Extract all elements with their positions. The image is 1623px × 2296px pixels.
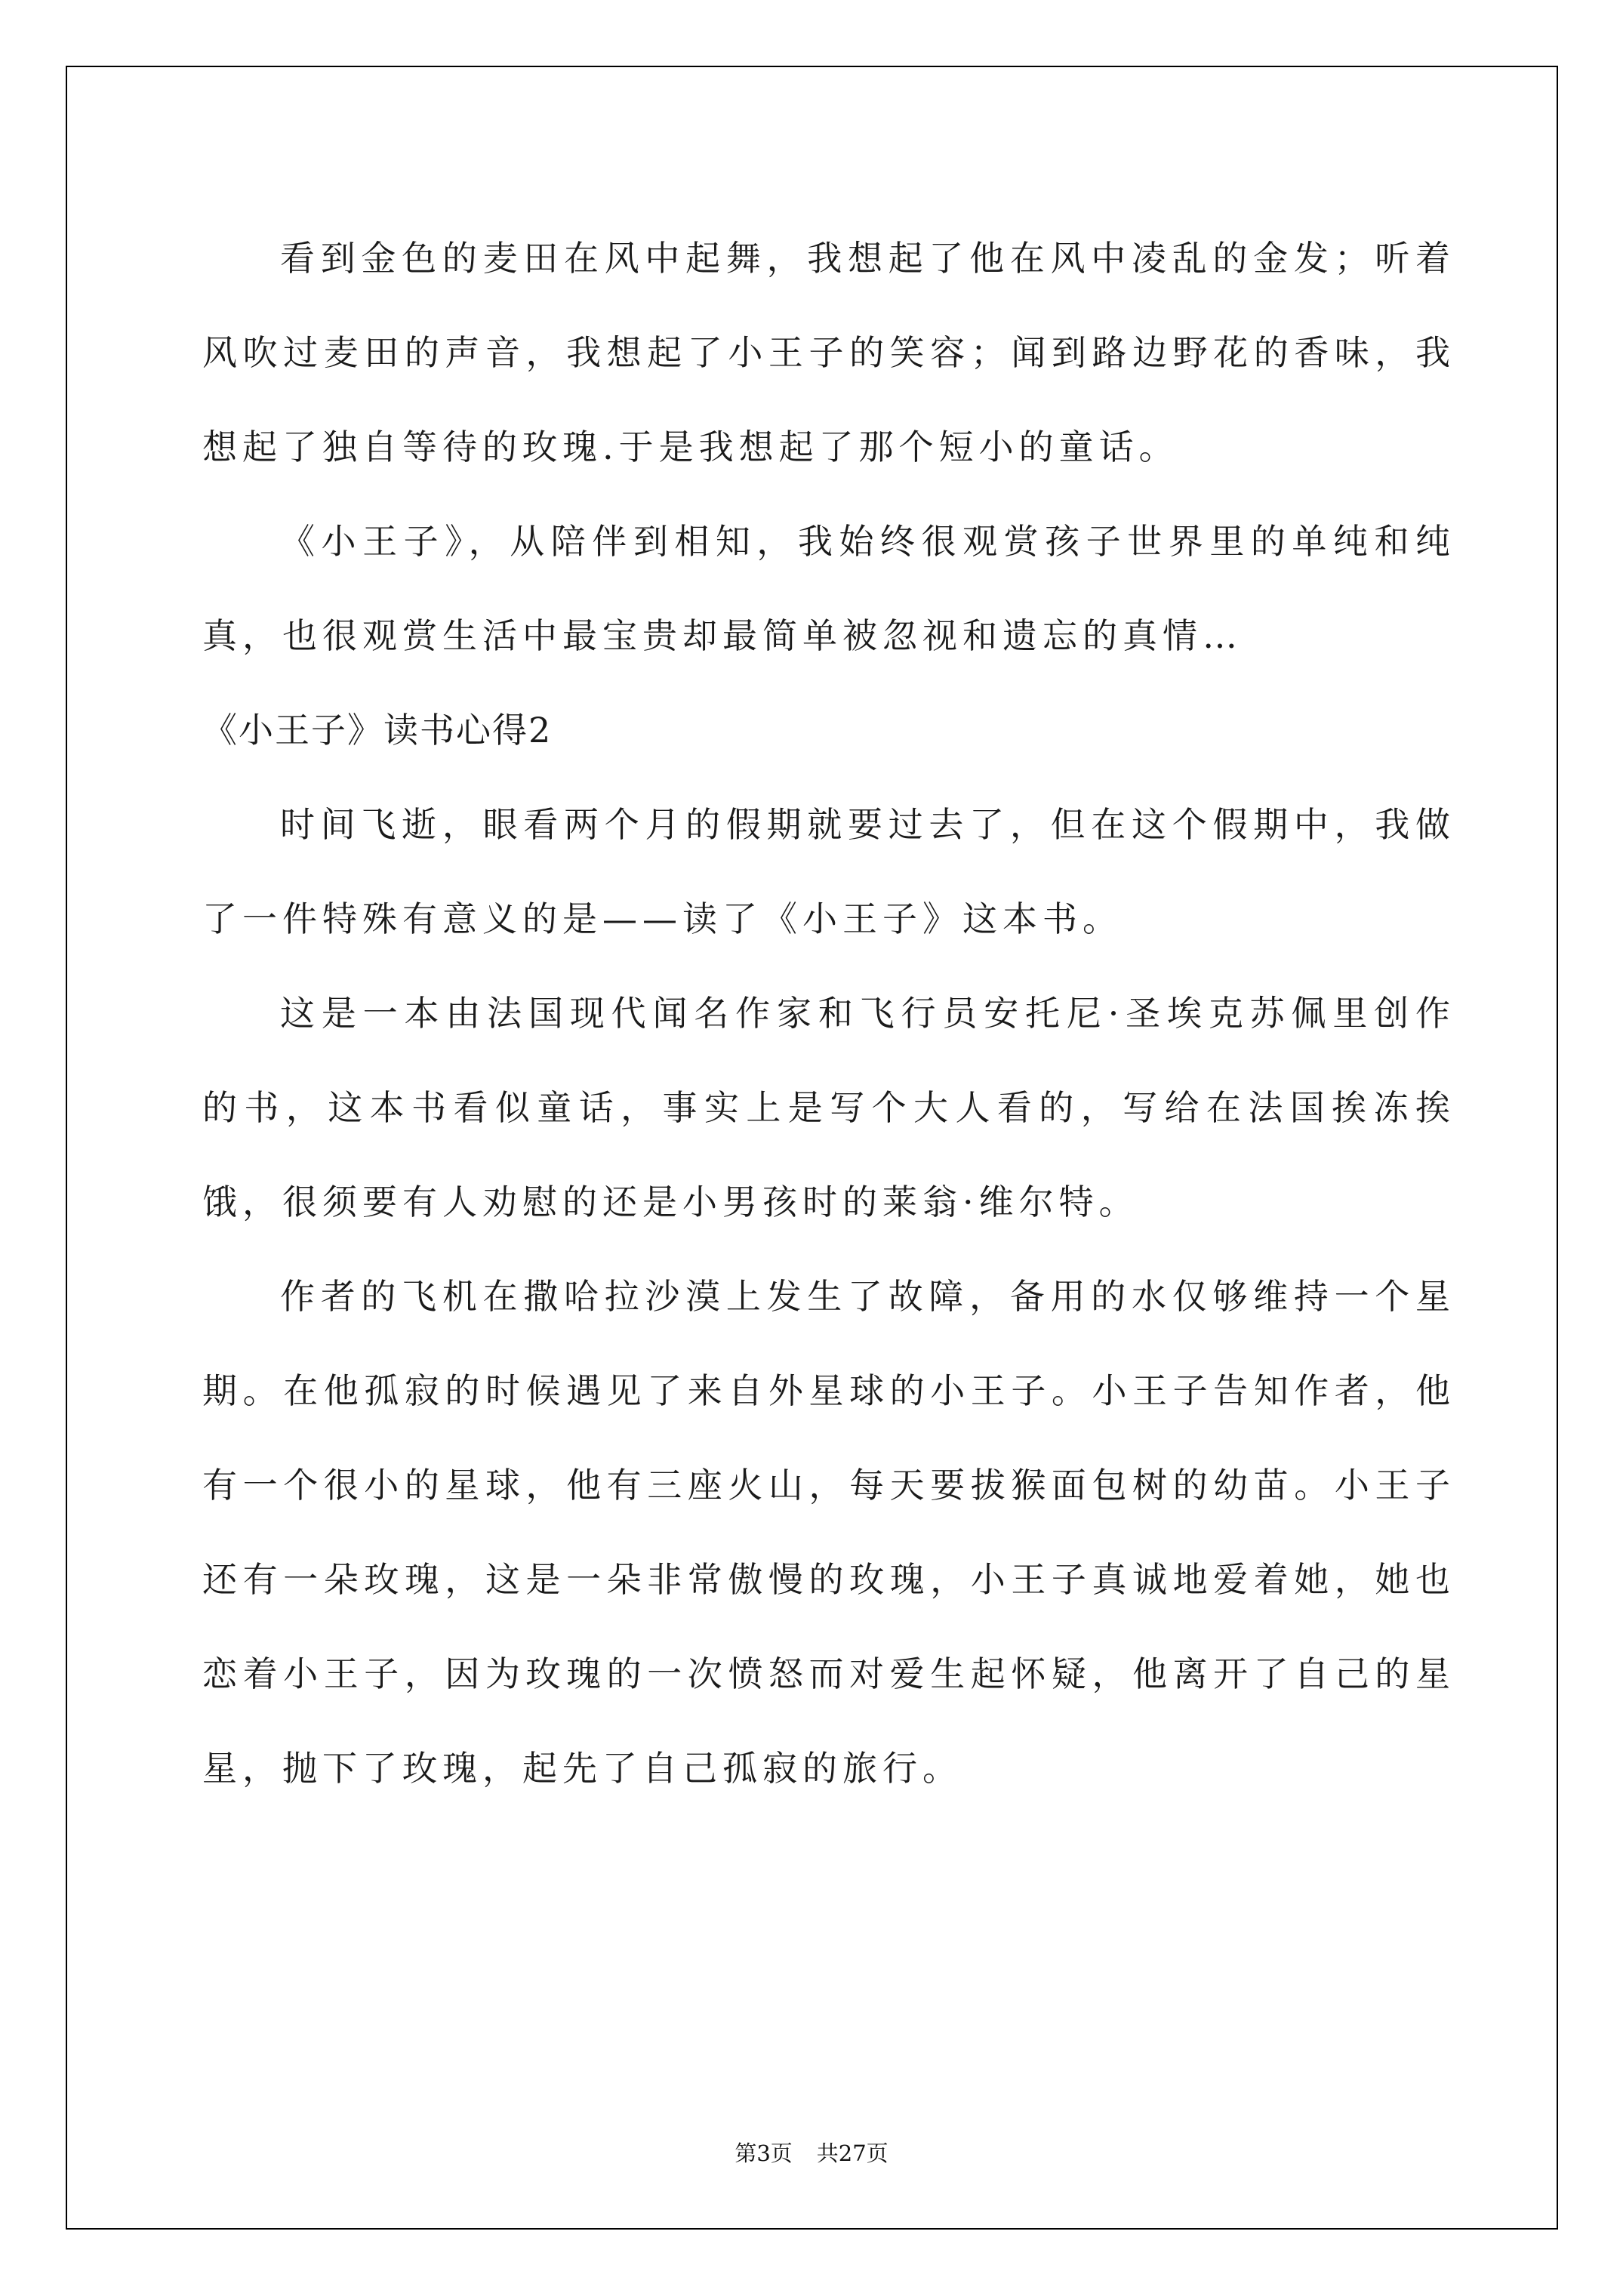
paragraph: 这是一本由法国现代闻名作家和飞行员安托尼·圣埃克苏佩里创作的书，这本书看似童话，事实上是写个大人看的，写给在法国挨冻挨饿，很须要有人劝慰的还是小男孩时的莱翁·维尔特。 bbox=[202, 993, 1455, 1222]
paragraph: 时间飞逝，眼看两个月的假期就要过去了，但在这个假期中，我做了一件特殊有意义的是——读了《小王子》这本书。 bbox=[202, 804, 1455, 939]
page-total: 共27页 bbox=[816, 2140, 888, 2166]
page-number: 第3页 bbox=[735, 2140, 793, 2166]
paragraph: 《小王子》，从陪伴到相知，我始终很观赏孩子世界里的单纯和纯真，也很观赏生活中最宝贵却最简单被忽视和遗忘的真情… bbox=[202, 521, 1455, 656]
paragraph: 看到金色的麦田在风中起舞，我想起了他在风中凌乱的金发；听着风吹过麦田的声音，我想起了小王子的笑容；闻到路边野花的香味，我想起了独自等待的玫瑰.于是我想起了那个短小的童话。 bbox=[202, 238, 1455, 467]
document-body bbox=[202, 211, 1455, 1816]
page-footer bbox=[0, 2137, 1623, 2168]
section-heading: 《小王子》读书心得2 bbox=[202, 710, 553, 750]
paragraph: 作者的飞机在撒哈拉沙漠上发生了故障，备用的水仅够维持一个星期。在他孤寂的时候遇见了来自外星球的小王子。小王子告知作者，他有一个很小的星球，他有三座火山，每天要拔猴面包树的幼苗。小王子还有一朵玫瑰，这是一朵非常傲慢的玫瑰，小王子真诚地爱着她，她也恋着小王子，因为玫瑰的一次愤怒而对爱生起怀疑，他离开了自己的星星，抛下了玫瑰，起先了自己孤寂的旅行。 bbox=[202, 1276, 1455, 1789]
